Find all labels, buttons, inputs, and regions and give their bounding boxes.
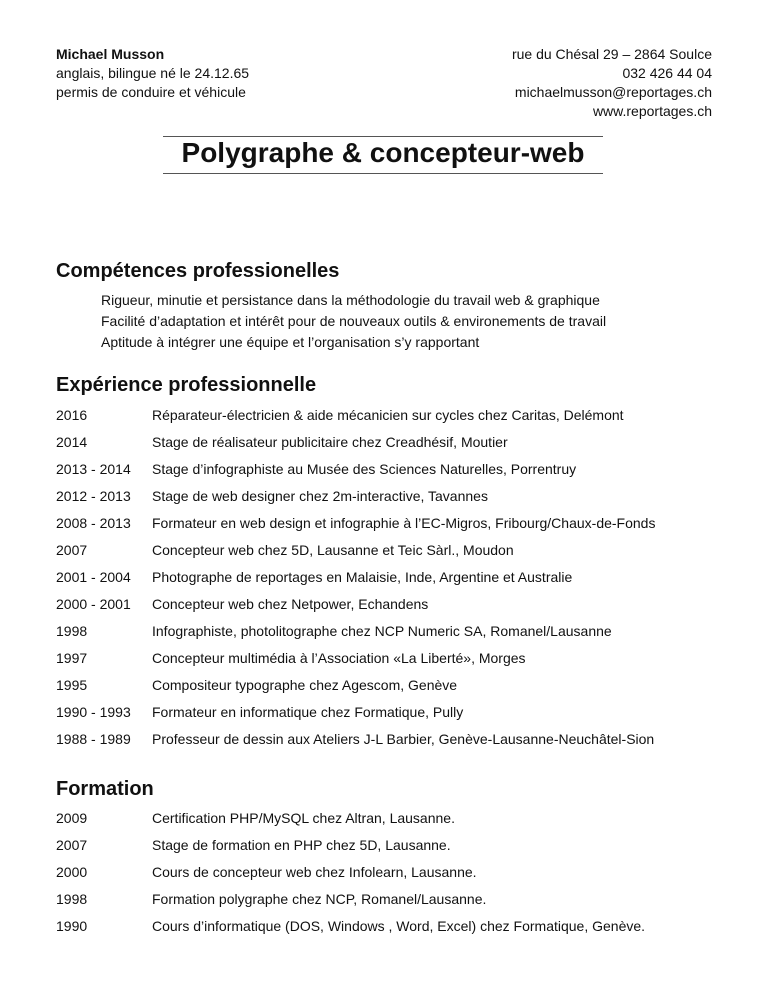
experience-year: 2014 [56,434,88,450]
address: rue du Chésal 29 – 2864 Soulce [511,46,712,62]
personal-details: anglais, bilingue né le 24.12.65 [56,65,250,81]
experience-year: 2016 [56,407,88,423]
experience-row [56,540,716,567]
experience-year: 1990 - 1993 [56,704,131,720]
experience-year: 1997 [56,650,88,666]
formation-description: Stage de formation en PHP chez 5D, Lausanne. [152,837,451,853]
formation-heading: Formation [56,778,154,800]
experience-row [56,513,716,540]
experience-row [56,648,716,675]
experience-description: Stage de web designer chez 2m-interactive, Tavannes [152,488,488,504]
experience-description: Concepteur web chez Netpower, Echandens [152,596,429,612]
formation-row [56,862,716,889]
competences-list [101,290,606,353]
experience-year: 1995 [56,677,88,693]
formation-year: 2007 [56,837,88,853]
formation-year: 1998 [56,891,88,907]
experience-year: 2012 - 2013 [56,488,131,504]
competence-item: Facilité d’adaptation et intérêt pour de nouveaux outils & environements de travail [101,313,607,329]
person-name: Michael Musson [56,46,165,62]
contact-info [512,45,712,121]
formation-year: 2000 [56,864,88,880]
experience-row [56,432,716,459]
experience-description: Compositeur typographe chez Agescom, Genève [152,677,458,693]
experience-description: Infographiste, photolitographe chez NCP Numeric SA, Romanel/Lausanne [152,623,612,639]
experience-heading: Expérience professionnelle [56,374,317,396]
experience-description: Concepteur multimédia à l’Association «La Liberté», Morges [152,650,526,666]
experience-description: Photographe de reportages en Malaisie, Inde, Argentine et Australie [152,569,573,585]
title-rule-box [163,136,603,174]
formation-description: Formation polygraphe chez NCP, Romanel/Lausanne. [152,891,487,907]
experience-description: Professeur de dessin aux Ateliers J-L Barbier, Genève-Lausanne-Neuchâtel-Sion [152,731,655,747]
formation-year: 1990 [56,918,88,934]
formation-row [56,916,716,943]
email[interactable]: michaelmusson@reportages.ch [514,84,712,100]
formation-description: Cours de concepteur web chez Infolearn, Lausanne. [152,864,477,880]
formation-list [56,808,716,943]
experience-row [56,675,716,702]
experience-row [56,729,716,756]
formation-description: Cours d’informatique (DOS, Windows , Word, Excel) chez Formatique, Genève. [152,918,646,934]
experience-year: 2007 [56,542,88,558]
experience-row [56,594,716,621]
experience-description: Stage d’infographiste au Musée des Sciences Naturelles, Porrentruy [152,461,577,477]
experience-year: 2001 - 2004 [56,569,131,585]
experience-description: Formateur en web design et infographie à l’EC-Migros, Fribourg/Chaux-de-Fonds [152,515,656,531]
experience-list [56,405,716,756]
competence-item: Rigueur, minutie et persistance dans la méthodologie du travail web & graphique [101,292,600,308]
formation-row [56,835,716,862]
experience-description: Formateur en informatique chez Formatique, Pully [152,704,464,720]
competence-item: Aptitude à intégrer une équipe et l’organisation s’y rapportant [101,334,480,350]
experience-year: 2000 - 2001 [56,596,131,612]
page-title: Polygraphe & concepteur-web [181,137,585,168]
formation-row [56,808,716,835]
experience-description: Réparateur-électricien & aide mécanicien sur cycles chez Caritas, Delémont [152,407,624,423]
experience-year: 1988 - 1989 [56,731,131,747]
competences-heading: Compétences professionelles [56,260,340,282]
formation-year: 2009 [56,810,88,826]
formation-description: Certification PHP/MySQL chez Altran, Lausanne. [152,810,455,826]
experience-year: 2008 - 2013 [56,515,131,531]
personal-info [56,45,249,102]
experience-description: Stage de réalisateur publicitaire chez Creadhésif, Moutier [152,434,508,450]
website[interactable]: www.reportages.ch [592,103,712,119]
experience-row [56,459,716,486]
experience-row [56,567,716,594]
experience-row [56,702,716,729]
experience-year: 2013 - 2014 [56,461,131,477]
phone: 032 426 44 04 [622,65,712,81]
license-info: permis de conduire et véhicule [56,84,246,100]
experience-row [56,486,716,513]
formation-row [56,889,716,916]
experience-row [56,621,716,648]
experience-description: Concepteur web chez 5D, Lausanne et Teic Sàrl., Moudon [152,542,514,558]
experience-row [56,405,716,432]
experience-year: 1998 [56,623,88,639]
